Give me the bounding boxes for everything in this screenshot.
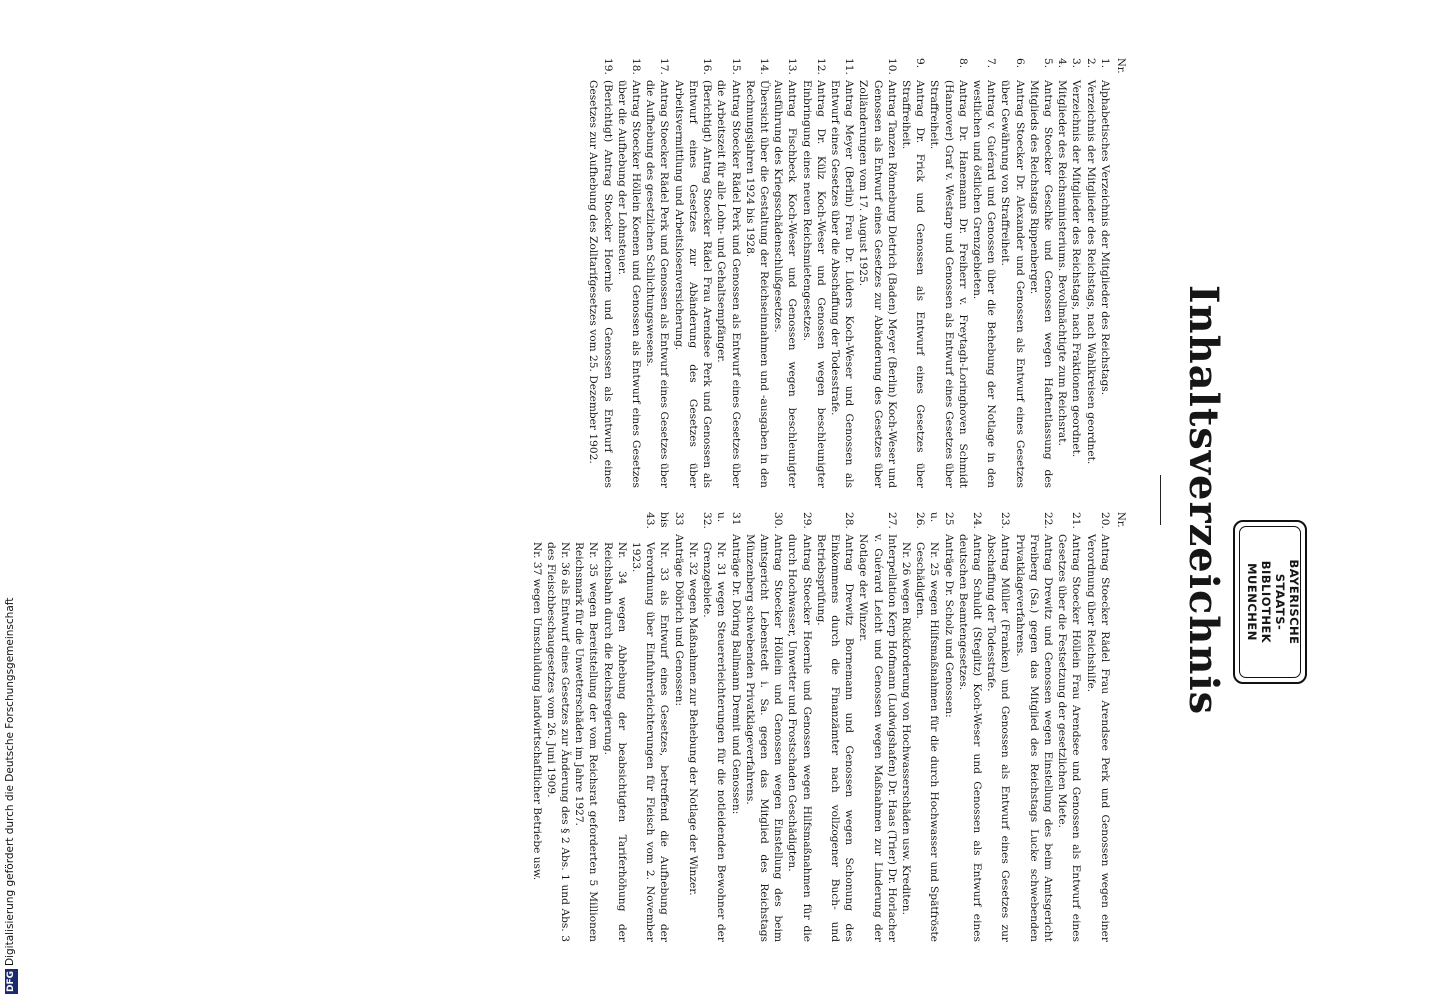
toc-entry	[984, 512, 1012, 942]
toc-entry	[856, 58, 899, 488]
toc-subentry	[572, 512, 600, 942]
entry-text: Antrag Drewitz Bornemann und Genossen wegen Schonung des Einkommens durch die Finanzämter nach vollzogener Buch- und Betriebsprüfung.	[814, 534, 856, 942]
entry-text: Antrag Stoecker Rädel Perk und Genossen als Entwurf eines Gesetzes über die Aufhebung des gesetzlichen Schlichtungswesens.	[644, 80, 671, 488]
dfg-logo: DFG	[6, 970, 16, 992]
toc-entry	[1098, 58, 1112, 488]
toc-subentry	[600, 512, 628, 942]
entry-number: 6.	[1013, 58, 1026, 69]
toc-subentry	[913, 512, 941, 942]
entry-number: 28.	[843, 512, 856, 529]
entry-text: (Berichtigt) Antrag Stoecker Rädel Frau Arendsee Perk und Genossen als Entwurf eines Gesetzes zur Abänderung des Gesetzes über Arbeitsvermittlung und Arbeitslosenversicherung.	[672, 80, 714, 488]
entry-text: Nr. 31 wegen Steuererleichterungen für die notleidenden Bewohner der Grenzgebiete.	[701, 542, 728, 942]
toc-entry	[856, 512, 899, 942]
toc-subentry	[899, 512, 913, 942]
entry-number: 4.	[1056, 58, 1069, 69]
entry-text: Anträge Döbrich und Genossen:	[672, 534, 685, 707]
entry-text: Antrag Müller (Franken) und Genossen als Entwurf eines Gesetzes zur Abschaffung der Todesstrafe.	[985, 534, 1012, 942]
toc-entry	[927, 58, 970, 488]
entry-text: Nr. 32 wegen Maßnahmen zur Behebung der Notlage der Winzer.	[686, 542, 699, 896]
toc-column-left	[37, 58, 1127, 488]
entry-text: Antrag Stoecker Geschke und Genossen wegen Haftentlassung des Mitglieds des Reichstags Rippenberger.	[1027, 80, 1054, 488]
entry-text: Antrag Stoecker Rädel Frau Arendsee Perk und Genossen wegen einer Verordnung über Reichshilfe.	[1084, 534, 1111, 942]
entry-number: 31 u. 32.	[701, 512, 742, 529]
entry-text: Verzeichnis der Mitglieder des Reichstags, nach Wahlkreisen geordnet.	[1084, 80, 1097, 465]
entry-text: Interpellation Kerp Hofmann (Ludwigshafen) Dr. Haas (Trier) Dr. Horlacher v. Guérard Leicht und Genossen wegen Maßnahmen zur Linderung der Notlage der Winzer.	[857, 534, 898, 942]
entry-number: 25 u. 26.	[914, 512, 955, 529]
entry-number: 10.	[885, 58, 898, 75]
toc-entry	[586, 58, 614, 488]
toc-entry	[1083, 512, 1111, 942]
entry-number: 8.	[956, 58, 969, 69]
column-header: Nr.	[1115, 512, 1126, 528]
entry-text: Antrag Fischbeck Koch-Weser und Genossen wegen beschleunigter Ausführung des Kriegsschädenschlußgesetzes.	[772, 80, 799, 488]
entry-number: 3.	[1070, 58, 1083, 69]
toc-entry	[785, 512, 813, 942]
entry-number: 21.	[1070, 512, 1083, 529]
entry-text: Antrag Dr. Külz Koch-Weser und Genossen wegen beschleunigter Einbringung eines neuen Reichsmietengesetzes.	[800, 80, 827, 488]
toc-entry	[771, 58, 799, 488]
entry-number: 15.	[729, 58, 742, 75]
entry-number: 30.	[772, 512, 785, 529]
entry-text: Übersicht über die Gestaltung der Reichseinnahmen und -ausgaben in den Rechnungsjahren 1924 bis 1928.	[743, 80, 770, 488]
entry-text: Antrag Dr. Frick und Genossen als Entwurf eines Gesetzes über Straffreiheit.	[899, 80, 927, 488]
toc-entry	[970, 58, 998, 488]
entry-number: 27.	[885, 512, 898, 529]
entry-text: Antrag Tanzen Rönneburg Dietrich (Baden) Meyer (Berlin) Koch-Weser und Genossen als Entwurf eines Gesetzes zur Abänderung des Gesetzes über Zolländerungen vom 17. August 1925.	[857, 80, 898, 488]
toc-entry	[743, 58, 771, 488]
entry-number: 16.	[701, 58, 714, 75]
toc-subentry	[629, 512, 672, 942]
toc-entry	[799, 58, 827, 488]
entry-text: Antrag Drewitz und Genossen wegen Einstellung des beim Amtsgericht Freiberg (Sa.) gegen das Mitglied des Reichstags Lucke schwebenden Privatklageverfahrens.	[1013, 534, 1054, 942]
toc-subentry	[700, 512, 728, 942]
entry-number: 14.	[757, 58, 770, 75]
entry-text: Nr. 33 als Entwurf eines Gesetzes, betreffend die Aufhebung der Verordnung über Einfuhrerleichterungen für Fleisch vom 2. November 1923.	[630, 542, 671, 942]
toc-column-right	[37, 512, 1127, 942]
entry-number: 17.	[658, 58, 671, 75]
entry-text: Antrag Stoecker Höllein Frau Arendsee und Genossen als Entwurf eines Gesetzes über die Festsetzung der gesetzlichen Miete.	[1056, 534, 1083, 942]
stamp-line: STAATS-	[1273, 573, 1287, 631]
entry-text: Antrag Stoecker Höllein und Genossen wegen Einstellung des beim Amtsgericht Lebenstedt i. Sa. gegen das Mitglied des Reichstags Münzenberg schwebenden Privatklageverfahrens.	[743, 534, 785, 942]
entry-text: Antrag Stoecker Hoernle und Genossen wegen Hilfsmaßnahmen für die durch Hochwasser, Unwetter und Frostschaden Geschädigten.	[786, 534, 813, 942]
entry-text: Antrag Schuldt (Steglitz) Koch-Weser und Genossen als Entwurf eines deutschen Beamtengesetzes.	[956, 534, 983, 942]
entry-number: 33 bis 43.	[644, 512, 685, 529]
entry-text: Anträge Dr. Döring Ballmann Dremit und Genossen:	[729, 534, 742, 815]
stamp-line: MUENCHEN	[1245, 563, 1259, 641]
entry-text: Nr. 35 wegen Bereitstellung der vom Reichsrat geforderten 5 Millionen Reichsmark für die Unwetterschäden im Jahre 1927.	[573, 542, 600, 942]
entry-number: 24.	[970, 512, 983, 529]
stamp-text	[1239, 527, 1301, 677]
rotated-document-page	[0, 50, 1267, 950]
entry-number: 19.	[601, 58, 614, 75]
entry-number: 2.	[1084, 58, 1097, 69]
library-stamp	[1233, 520, 1307, 684]
entry-text: Antrag Stoecker Dr. Alexander und Genossen als Entwurf eines Gesetzes über Gewährung von Straffreiheit.	[999, 80, 1026, 488]
entry-text: Alphabetisches Verzeichnis der Mitglieder des Reichstags.	[1098, 80, 1111, 396]
entry-number: 11.	[843, 58, 856, 75]
toc-entry	[1069, 58, 1083, 488]
stamp-line: BIBLIOTHEK	[1259, 560, 1273, 644]
entry-number: 18.	[630, 58, 643, 75]
entry-text: Antrag Stoecker Höllein Koenen und Genossen als Entwurf eines Gesetzes über die Aufhebung der Lohnsteuer.	[615, 80, 643, 488]
entry-text: Nr. 25 wegen Hilfsmaßnahmen für die durch Hochwasser und Spätfröste Geschädigten.	[914, 542, 941, 942]
toc-entry	[1027, 58, 1055, 488]
document-title: Inhaltsverzeichnis	[1180, 284, 1227, 716]
column-header: Nr.	[1115, 58, 1126, 74]
entry-text: Nr. 36 als Entwurf eines Gesetzes zur Änderung des § 2 Abs. 1 und Abs. 3 des Fleischbeschaugesetzes vom 26. Juni 1909.	[544, 542, 572, 942]
entry-text: Verzeichnis der Mitglieder des Reichstags, nach Fraktionen geordnet.	[1070, 80, 1083, 458]
toc-entry	[1083, 58, 1097, 488]
entry-text: Antrag v. Guérard und Genossen über die Behebung der Notlage in den westlichen und östlichen Grenzgebieten.	[970, 80, 998, 488]
entry-number: 22.	[1041, 512, 1054, 529]
toc-entry	[956, 512, 984, 942]
title-underline	[1160, 475, 1161, 525]
entry-number: 23.	[999, 512, 1012, 529]
entry-text: Antrag Dr. Hanemann Dr. Freiherr v. Freytagh-Loringhoven Schmidt (Hannover) Graf v. Westarp und Genossen als Entwurf eines Gesetzes über Straffreiheit.	[928, 80, 969, 488]
toc-subentry	[686, 512, 700, 942]
entry-number: 29.	[800, 512, 813, 529]
entry-text: Antrag Stoecker Rädel Perk und Genossen als Entwurf eines Gesetzes über die Arbeitszeit für alle Lohn- und Gehaltsempfänger.	[715, 80, 742, 488]
toc-entry	[828, 58, 856, 488]
toc-entry	[814, 512, 857, 942]
toc-entry	[1055, 58, 1069, 488]
toc-subentry	[529, 512, 543, 942]
toc-entry	[643, 58, 671, 488]
entry-text: Mitglieder des Reichsministeriums. Bevollmächtigte zum Reichsrat.	[1056, 80, 1069, 446]
entry-text: Nr. 37 wegen Umschuldung landwirtschaftlicher Betriebe usw.	[530, 542, 543, 881]
digitization-credit	[2, 594, 18, 994]
entry-number: 13.	[786, 58, 799, 75]
toc-entry	[672, 58, 715, 488]
entry-text: (Berichtigt) Antrag Stoecker Hoernle und Genossen als Entwurf eines Gesetzes zur Aufhebung des Zolltarifgesetzes vom 25. Dezember 1902.	[587, 80, 614, 488]
toc-entry	[714, 58, 742, 488]
entry-text: Nr. 34 wegen Abhebung der beabsichtigten Tariferhöhung der Reichsbahn durch die Reichsregierung.	[601, 542, 628, 942]
toc-entry	[1055, 512, 1083, 942]
stamp-line: BAYERISCHE	[1287, 559, 1301, 645]
toc-subentry	[544, 512, 572, 942]
toc-entry	[615, 58, 643, 488]
entry-text: Anträge Dr. Scholz und Genossen:	[942, 534, 955, 718]
entry-number: 5.	[1041, 58, 1054, 69]
toc-entry	[1012, 512, 1055, 942]
credit-text: Digitalisierung gefördert durch die Deutsche Forschungsgemeinschaft	[4, 597, 16, 966]
toc-entry	[743, 512, 786, 942]
toc-entry	[899, 58, 927, 488]
entry-number: 20.	[1098, 512, 1111, 529]
entry-number: 7.	[985, 58, 998, 69]
entry-text: Nr. 26 wegen Rückforderung von Hochwasserschäden usw. Krediten.	[899, 542, 912, 915]
entry-text: Antrag Meyer (Berlin) Frau Dr. Lüders Koch-Weser und Genossen als Entwurf eines Gesetzes über die Abschaffung der Todesstrafe.	[828, 80, 856, 488]
toc-entry	[998, 58, 1026, 488]
entry-number: 9.	[914, 58, 927, 69]
entry-number: 1.	[1098, 58, 1111, 69]
entry-number: 12.	[814, 58, 827, 75]
